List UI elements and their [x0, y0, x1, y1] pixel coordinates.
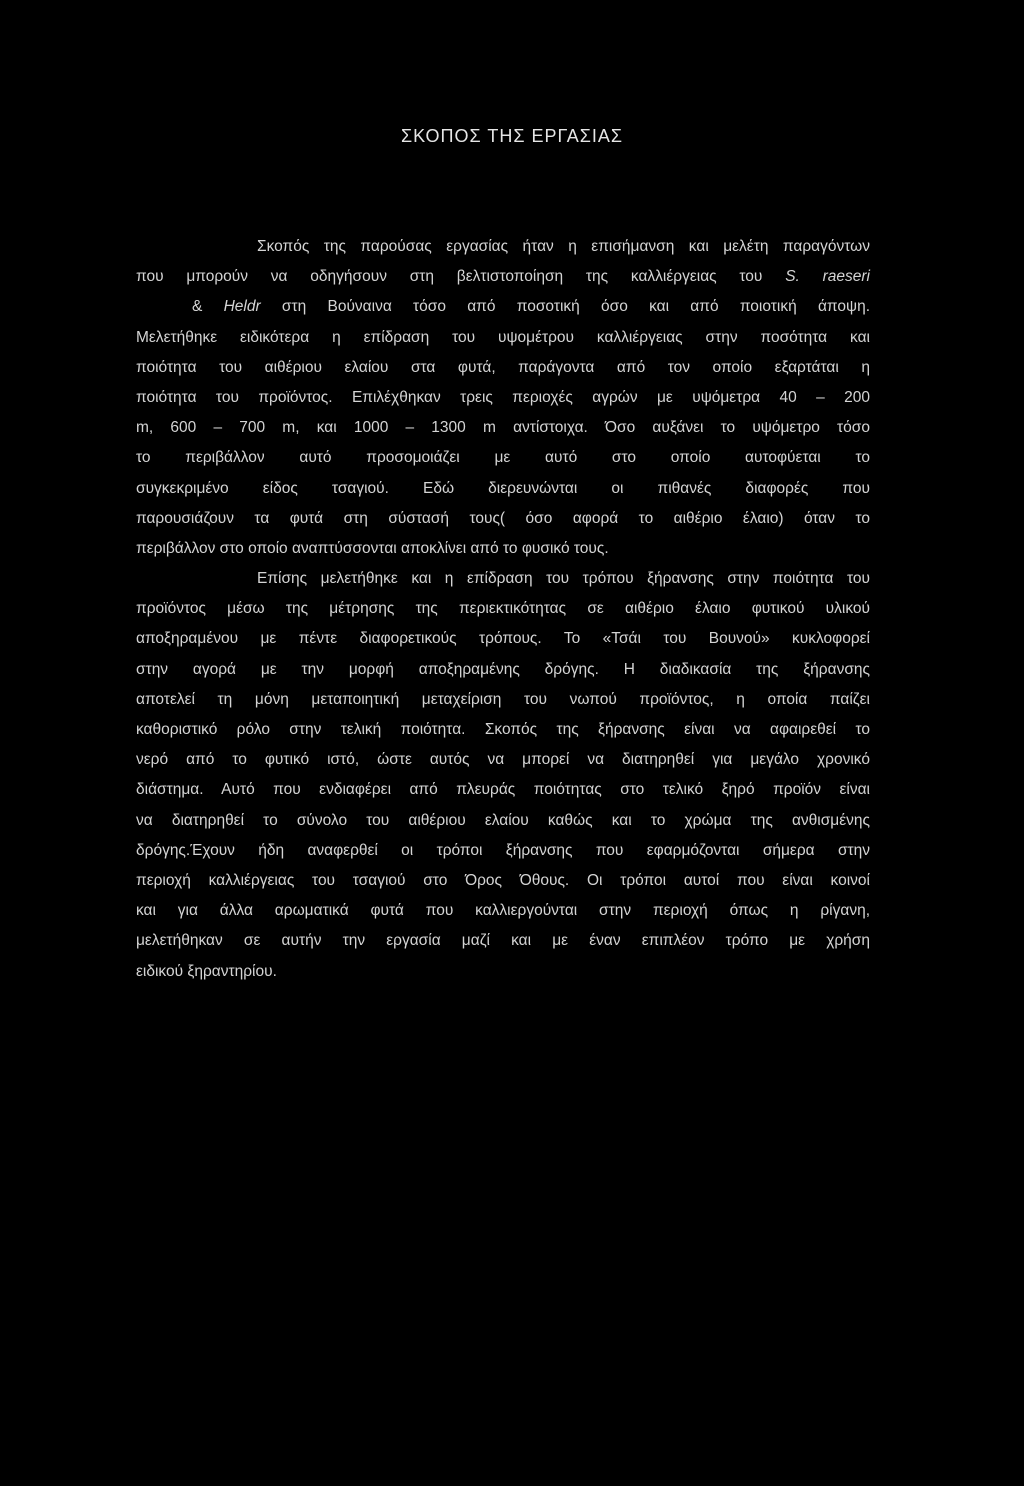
text-line: και για άλλα αρωματικά φυτά που καλλιεργούνται στην περιοχή όπως η ρίγανη,	[136, 902, 870, 920]
text-line: ειδικού ξηραντηρίου.	[136, 962, 277, 980]
text-line: στην αγορά με την μορφή αποξηραμένης δρόγης. Η διαδικασία της ξήρανσης	[136, 660, 870, 678]
text-line: περιοχή καλλιέργειας του τσαγιού στο Όρος Όθους. Οι τρόποι αυτοί που είναι κοινοί	[136, 871, 870, 889]
text-line: που μπορούν να οδηγήσουν στη βελτιστοποίηση της καλλιέργειας του S. raeseri	[136, 268, 870, 286]
text-line: Επίσης μελετήθηκε και η επίδραση του τρόπου ξήρανσης στην ποιότητα του	[257, 570, 870, 588]
text-line: το περιβάλλον αυτό προσομοιάζει με αυτό στο οποίο αυτοφύεται το	[136, 449, 870, 467]
text-line: & Heldr στη Βούναινα τόσο από ποσοτική όσο και από ποιοτική άποψη.	[192, 298, 870, 316]
text-line: διάστημα. Αυτό που ενδιαφέρει από πλευράς ποιότητας στο τελικό ξηρό προϊόν είναι	[136, 781, 870, 799]
text-line: συγκεκριμένο είδος τσαγιού. Εδώ διερευνώνται οι πιθανές διαφορές που	[136, 479, 870, 497]
page-title: ΣΚΟΠΟΣ ΤΗΣ ΕΡΓΑΣΙΑΣ	[400, 126, 624, 146]
text-line: περιβάλλον στο οποίο αναπτύσσονται αποκλίνει από το φυσικό τους.	[136, 539, 609, 557]
text-line: προϊόντος μέσω της μέτρησης της περιεκτικότητας σε αιθέριο έλαιο φυτικού υλικού	[136, 600, 870, 618]
text-line: καθοριστικό ρόλο στην τελική ποιότητα. Σκοπός της ξήρανσης είναι να αφαιρεθεί το	[136, 721, 870, 738]
text-line: ποιότητα του αιθέριου ελαίου στα φυτά, παράγοντα από τον οποίο εξαρτάται η	[136, 358, 870, 376]
text-line: αποξηραμένου με πέντε διαφορετικούς τρόπους. Το «Τσάι του Βουνού» κυκλοφορεί	[136, 630, 870, 648]
text-line: δρόγης.Έχουν ήδη αναφερθεί οι τρόποι ξήρανσης που εφαρμόζονται σήμερα στην	[136, 841, 870, 859]
text-line: Σκοπός της παρούσας εργασίας ήταν η επισήμανση και μελέτη παραγόντων	[257, 238, 870, 255]
text-line: παρουσιάζουν τα φυτά στη σύστασή τους( όσο αφορά το αιθέριο έλαιο) όταν το	[136, 509, 870, 527]
text-line: Μελετήθηκε ειδικότερα η επίδραση του υψομέτρου καλλιέργειας στην ποσότητα και	[136, 328, 870, 346]
text-line: m, 600 – 700 m, και 1000 – 1300 m αντίστοιχα. Όσο αυξάνει το υψόμετρο τόσο	[136, 419, 870, 437]
text-line: μελετήθηκαν σε αυτήν την εργασία μαζί και με έναν επιπλέον τρόπο με χρήση	[136, 932, 870, 950]
text-line: να διατηρηθεί το σύνολο του αιθέριου ελαίου καθώς και το χρώμα της ανθισμένης	[136, 811, 870, 829]
text-line: αποτελεί τη μόνη μεταποιητική μεταχείριση του νωπού προϊόντος, η οποία παίζει	[136, 690, 870, 708]
text-line: νερό από το φυτικό ιστό, ώστε αυτός να μπορεί να διατηρηθεί για μεγάλο χρονικό	[136, 751, 870, 769]
text-line: ποιότητα του προϊόντος. Επιλέχθηκαν τρεις περιοχές αγρών με υψόμετρα 40 – 200	[136, 388, 870, 406]
body-text	[136, 232, 870, 987]
